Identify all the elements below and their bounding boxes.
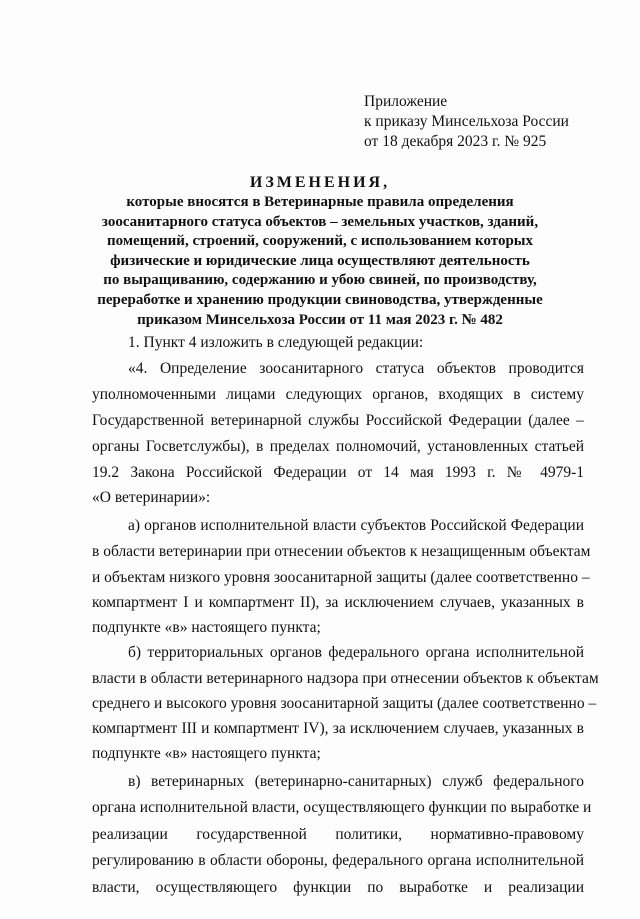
body-line: в) ветеринарных (ветеринарно-санитарных) служб федерального	[128, 773, 584, 790]
body-line: органы Госветслужбы), в пределах полномочий, установленных статьей	[92, 438, 584, 455]
body-line: уполномоченными лицами следующих органов, входящих в систему	[92, 386, 584, 403]
subtitle-line: которые вносятся в Ветеринарные правила определения	[126, 194, 514, 210]
appendix-line: от 18 декабря 2023 г. № 925	[364, 133, 547, 150]
body-line: среднего и высокого уровня зоосанитарной защиты (далее соответственно –	[92, 695, 597, 712]
body-line: а) органов исполнительной власти субъектов Российской Федерации	[128, 517, 584, 534]
appendix-line: Приложение	[364, 93, 448, 110]
body-line: и объектам низкого уровня зоосанитарной защиты (далее соответственно –	[92, 569, 590, 586]
subtitle-line: по выращиванию, содержанию и убою свиней, по производству,	[103, 272, 537, 289]
body-line: б) территориальных органов федерального органа исполнительной	[128, 644, 584, 661]
subtitle-line: приказом Минсельхоза России от 11 мая 2023 г. № 482	[137, 311, 503, 328]
body-line: подпункте «в» настоящего пункта;	[92, 619, 321, 636]
body-line: компартмент III и компартмент IV), за исключением случаев, указанных в	[92, 720, 584, 737]
body-line: реализации государственной политики, нормативно-правовому	[92, 826, 584, 843]
document-subtitle	[92, 193, 548, 330]
body-line: Государственной ветеринарной службы Российской Федерации (далее –	[92, 412, 584, 429]
body-line: органа исполнительной власти, осуществляющего функции по выработке и	[92, 799, 592, 816]
document-title: ИЗМЕНЕНИЯ,	[249, 174, 391, 191]
body-line: власти, осуществляющего функции по выработке и реализации	[92, 879, 584, 896]
body-line: 19.2 Закона Российской Федерации от 14 мая 1993 г. № 4979-1	[92, 464, 584, 481]
subtitle-line: помещений, строений, сооружений, с использованием которых	[106, 233, 534, 250]
body-line: «4. Определение зоосанитарного статуса объектов проводится	[128, 360, 584, 377]
body-line: в области ветеринарии при отнесении объектов к незащищенным объектам	[92, 543, 591, 560]
body-line: «О ветеринарии»:	[92, 489, 211, 506]
body-line: регулированию в области обороны, федерального органа исполнительной	[92, 852, 584, 869]
body-line: 1. Пункт 4 изложить в следующей редакции:	[128, 334, 424, 351]
subtitle-line: зоосанитарного статуса объектов – земельных участков, зданий,	[101, 213, 539, 230]
body-line: компартмент I и компартмент II), за исключением случаев, указанных в	[92, 594, 584, 611]
subtitle-line: физические и юридические лица осуществляют деятельность	[110, 252, 530, 269]
body-line: власти в области ветеринарного надзора при отнесении объектов к объектам	[92, 670, 599, 687]
subtitle-line: переработке и хранению продукции свиноводства, утвержденные	[97, 291, 543, 308]
appendix-line: к приказу Минсельхоза России	[364, 113, 569, 130]
appendix-header	[364, 92, 569, 152]
body-line: подпункте «в» настоящего пункта;	[92, 745, 321, 762]
